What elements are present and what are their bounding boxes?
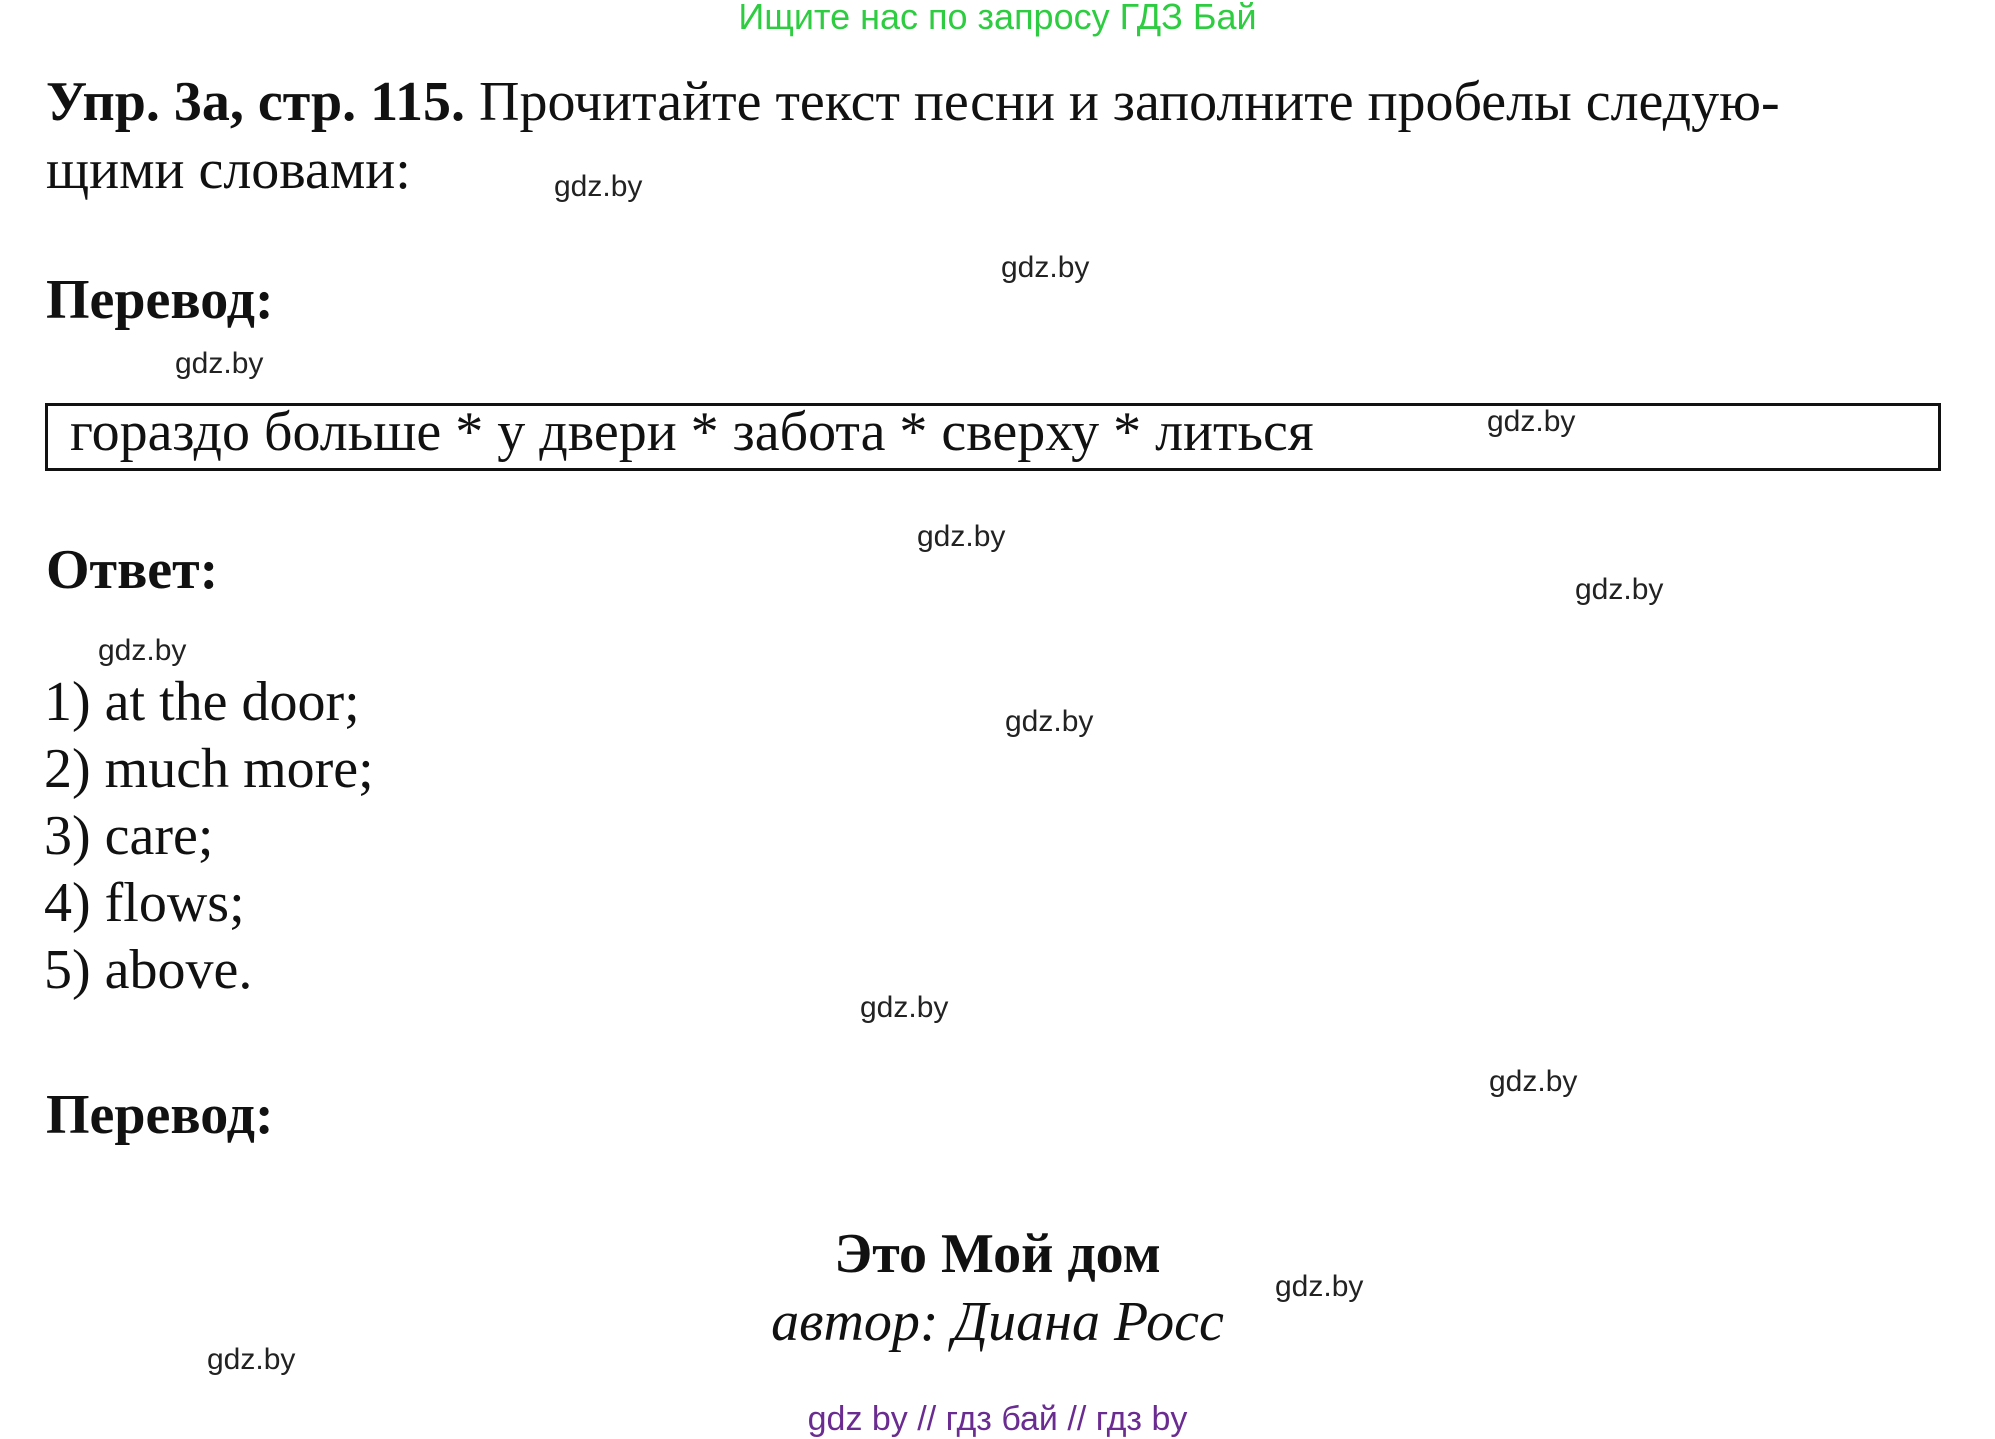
answer-item: 4) flows;: [44, 872, 245, 934]
word-bank-box: [45, 403, 1941, 471]
watermark: gdz.by: [1575, 573, 1664, 606]
instruction-line-2: щими словами:: [46, 139, 411, 201]
exercise-instruction: [46, 68, 1780, 204]
footer-links: gdz by // гдз бай // гдз by: [807, 1400, 1188, 1438]
translation-heading-1: Перевод:: [46, 269, 274, 331]
translation-heading-2: Перевод:: [46, 1084, 274, 1146]
instruction-line-1: Прочитайте текст песни и заполните пробелы следую-: [479, 71, 1780, 133]
song-author: автор: Диана Росс: [771, 1291, 1224, 1353]
word-bank-text: гораздо больше * у двери * забота * сверху * литься: [70, 401, 1314, 463]
watermark: gdz.by: [1489, 1065, 1578, 1098]
answer-item: 5) above.: [44, 939, 253, 1001]
top-banner: Ищите нас по запросу ГДЗ Бай: [738, 0, 1257, 37]
answer-item: 3) care;: [44, 805, 214, 867]
exercise-reference: Упр. 3а, стр. 115.: [46, 71, 466, 133]
watermark: gdz.by: [1005, 705, 1094, 738]
watermark: gdz.by: [860, 991, 949, 1024]
song-title: Это Мой дом: [834, 1223, 1161, 1285]
watermark: gdz.by: [917, 520, 1006, 553]
watermark: gdz.by: [98, 634, 187, 667]
answer-item: 1) at the door;: [44, 671, 360, 733]
watermark: gdz.by: [554, 170, 643, 203]
answer-heading: Ответ:: [46, 539, 219, 601]
answer-item: 2) much more;: [44, 738, 374, 800]
watermark: gdz.by: [1487, 405, 1576, 438]
watermark: gdz.by: [1275, 1270, 1364, 1303]
watermark: gdz.by: [207, 1343, 296, 1376]
watermark: gdz.by: [1001, 251, 1090, 284]
watermark: gdz.by: [175, 347, 264, 380]
